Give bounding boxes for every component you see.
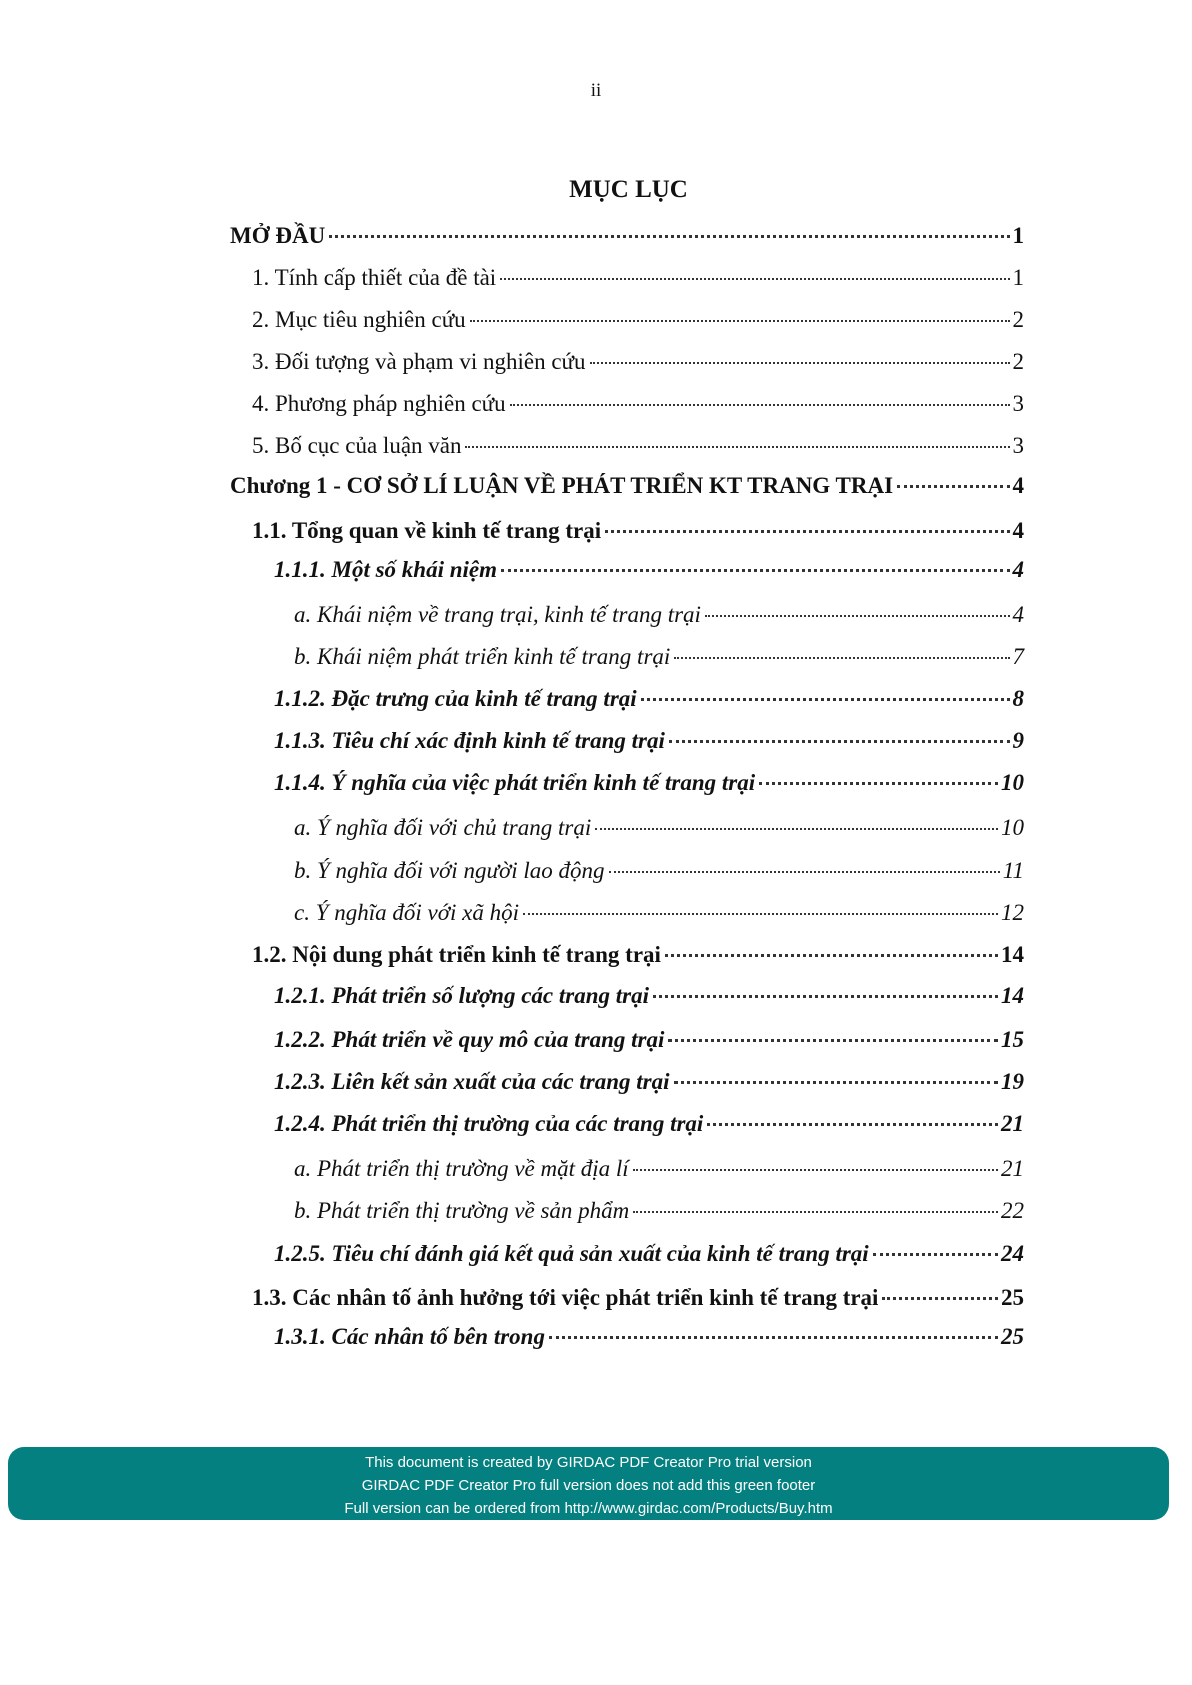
toc-entry-page: 14 bbox=[1001, 942, 1024, 967]
toc-entry-title: 1.2.1. Phát triển số lượng các trang trại bbox=[274, 983, 649, 1008]
toc-entry-page: 9 bbox=[1012, 728, 1024, 753]
toc-entry-title: 1.2.5. Tiêu chí đánh giá kết quả sản xuất của kinh tế trang trại bbox=[274, 1241, 869, 1266]
toc-entry-page: 24 bbox=[1001, 1241, 1024, 1266]
toc-entry-title: 5. Bố cục của luận văn bbox=[252, 433, 462, 458]
toc-entry-title: b. Khái niệm phát triển kinh tế trang trại bbox=[294, 644, 671, 669]
dot-leader bbox=[470, 320, 1010, 322]
toc-entry-title: 1.1.3. Tiêu chí xác định kinh tế trang trại bbox=[274, 728, 665, 753]
toc-entry[interactable] bbox=[274, 769, 1024, 797]
toc-entry-title: 3. Đối tượng và phạm vi nghiên cứu bbox=[252, 349, 586, 374]
toc-entry[interactable] bbox=[294, 601, 1024, 629]
toc-entry-title: 1.1. Tổng quan về kinh tế trang trại bbox=[252, 518, 602, 543]
toc-title: MỤC LỤC bbox=[569, 176, 688, 203]
toc-entry-page: 4 bbox=[1012, 473, 1024, 498]
toc-entry[interactable] bbox=[294, 857, 1024, 885]
toc-entry-title: 1.2.3. Liên kết sản xuất của các trang trại bbox=[274, 1069, 670, 1094]
toc-entry-page: 15 bbox=[1001, 1027, 1024, 1052]
toc-entry-page: 2 bbox=[1012, 307, 1024, 332]
toc-entry-title: Chương 1 - CƠ SỞ LÍ LUẬN VỀ PHÁT TRIỂN KT TRANG TRẠI bbox=[230, 473, 894, 498]
toc-entry-page: 2 bbox=[1012, 349, 1024, 374]
dot-leader bbox=[882, 1297, 998, 1300]
toc-entry-title: MỞ ĐẦU bbox=[230, 223, 326, 248]
toc-entry-title: 2. Mục tiêu nghiên cứu bbox=[252, 307, 466, 332]
toc-entry[interactable] bbox=[274, 1026, 1024, 1054]
trial-footer-banner bbox=[8, 1447, 1169, 1520]
toc-entry-title: 1.2.2. Phát triển về quy mô của trang trại bbox=[274, 1027, 665, 1052]
toc-entry[interactable] bbox=[274, 1068, 1024, 1096]
toc-entry-page: 10 bbox=[1001, 815, 1024, 840]
toc-entry-page: 11 bbox=[1002, 858, 1024, 883]
dot-leader bbox=[510, 404, 1010, 406]
toc-entry-page: 12 bbox=[1001, 900, 1024, 925]
dot-leader bbox=[705, 615, 1010, 617]
dot-leader bbox=[674, 1081, 999, 1084]
toc-entry-title: a. Phát triển thị trường về mặt địa lí bbox=[294, 1156, 629, 1181]
toc-entry-page: 4 bbox=[1012, 518, 1024, 543]
dot-leader bbox=[549, 1336, 998, 1339]
toc-entry[interactable] bbox=[230, 472, 1024, 500]
toc-entry[interactable] bbox=[274, 1110, 1024, 1138]
dot-leader bbox=[523, 913, 998, 915]
page-number: ii bbox=[590, 80, 602, 101]
toc-entry-title: 1. Tính cấp thiết của đề tài bbox=[252, 265, 497, 290]
toc-entry[interactable] bbox=[274, 1323, 1024, 1351]
toc-entry-page: 21 bbox=[1001, 1156, 1024, 1181]
dot-leader bbox=[500, 278, 1009, 280]
dot-leader bbox=[595, 828, 998, 830]
dot-leader bbox=[668, 1039, 998, 1042]
toc-entry-title: 4. Phương pháp nghiên cứu bbox=[252, 391, 506, 416]
toc-entry[interactable] bbox=[294, 643, 1024, 671]
toc-entry[interactable] bbox=[252, 264, 1024, 292]
toc-entry[interactable] bbox=[252, 390, 1024, 418]
toc-entry[interactable] bbox=[274, 982, 1024, 1010]
toc-entry[interactable] bbox=[252, 941, 1024, 969]
footer-line-1: This document is created by GIRDAC PDF Creator Pro trial version bbox=[365, 1454, 812, 1471]
toc-entry-page: 1 bbox=[1012, 223, 1024, 248]
dot-leader bbox=[609, 871, 1000, 873]
toc-entry[interactable] bbox=[252, 432, 1024, 460]
toc-entry-page: 1 bbox=[1012, 265, 1024, 290]
dot-leader bbox=[641, 698, 1010, 701]
toc-entry[interactable] bbox=[274, 1240, 1024, 1268]
toc-entry-page: 3 bbox=[1012, 433, 1024, 458]
toc-entry-page: 21 bbox=[1001, 1111, 1024, 1136]
toc-entry-page: 14 bbox=[1001, 983, 1024, 1008]
toc-entry-title: a. Ý nghĩa đối với chủ trang trại bbox=[294, 815, 592, 840]
toc-entry-title: 1.1.1. Một số khái niệm bbox=[274, 557, 498, 582]
toc-entry-title: 1.2.4. Phát triển thị trường của các trang trại bbox=[274, 1111, 704, 1136]
toc-entry-page: 7 bbox=[1012, 644, 1024, 669]
toc-entry-page: 8 bbox=[1012, 686, 1024, 711]
toc-entry-page: 3 bbox=[1012, 391, 1024, 416]
toc-entry[interactable] bbox=[252, 306, 1024, 334]
dot-leader bbox=[759, 782, 998, 785]
toc-entry-page: 10 bbox=[1001, 770, 1024, 795]
toc-entry-title: 1.2. Nội dung phát triển kinh tế trang trại bbox=[252, 942, 661, 967]
dot-leader bbox=[897, 485, 1009, 488]
toc-entry-page: 22 bbox=[1001, 1198, 1024, 1223]
toc-entry-title: 1.3.1. Các nhân tố bên trong bbox=[274, 1324, 545, 1349]
footer-line-2: GIRDAC PDF Creator Pro full version does not add this green footer bbox=[361, 1477, 816, 1494]
toc-entry-title: 1.3. Các nhân tố ảnh hưởng tới việc phát triển kinh tế trang trại bbox=[252, 1285, 879, 1310]
dot-leader bbox=[665, 954, 998, 957]
toc-entry[interactable] bbox=[294, 1155, 1024, 1183]
toc-entry-page: 4 bbox=[1012, 557, 1024, 582]
toc-entry-title: b. Ý nghĩa đối với người lao động bbox=[294, 858, 605, 883]
toc-entry-title: a. Khái niệm về trang trại, kinh tế trang trại bbox=[294, 602, 701, 627]
dot-leader bbox=[873, 1253, 998, 1256]
toc-entry[interactable] bbox=[294, 1197, 1024, 1225]
toc-entry-title: 1.1.2. Đặc trưng của kinh tế trang trại bbox=[274, 686, 637, 711]
dot-leader bbox=[633, 1211, 998, 1213]
dot-leader bbox=[674, 657, 1009, 659]
dot-leader bbox=[633, 1169, 998, 1171]
toc-entry[interactable] bbox=[252, 517, 1024, 545]
toc-entry-page: 19 bbox=[1001, 1069, 1024, 1094]
dot-leader bbox=[590, 362, 1010, 364]
toc-entry-page: 4 bbox=[1012, 602, 1024, 627]
footer-line-3: Full version can be ordered from http://www.girdac.com/Products/Buy.htm bbox=[344, 1500, 833, 1517]
toc-entry[interactable] bbox=[294, 899, 1024, 927]
toc-entry-page: 25 bbox=[1001, 1324, 1024, 1349]
toc-entry-title: c. Ý nghĩa đối với xã hội bbox=[294, 900, 520, 925]
toc-entry-title: b. Phát triển thị trường về sản phẩm bbox=[294, 1198, 630, 1223]
dot-leader bbox=[329, 235, 1009, 238]
toc-entry-title: 1.1.4. Ý nghĩa của việc phát triển kinh tế trang trại bbox=[274, 770, 756, 795]
dot-leader bbox=[707, 1123, 998, 1126]
toc-entry[interactable] bbox=[294, 814, 1024, 842]
toc-entry[interactable] bbox=[274, 685, 1024, 713]
toc-entry[interactable] bbox=[252, 1284, 1024, 1312]
toc-entry[interactable] bbox=[230, 222, 1024, 250]
dot-leader bbox=[653, 995, 998, 998]
dot-leader bbox=[465, 446, 1009, 448]
toc-entry[interactable] bbox=[252, 348, 1024, 376]
toc-entry[interactable] bbox=[274, 727, 1024, 755]
toc-entry-page: 25 bbox=[1001, 1285, 1024, 1310]
dot-leader bbox=[669, 740, 1010, 743]
dot-leader bbox=[605, 530, 1009, 533]
toc-entry[interactable] bbox=[274, 556, 1024, 584]
dot-leader bbox=[501, 569, 1009, 572]
